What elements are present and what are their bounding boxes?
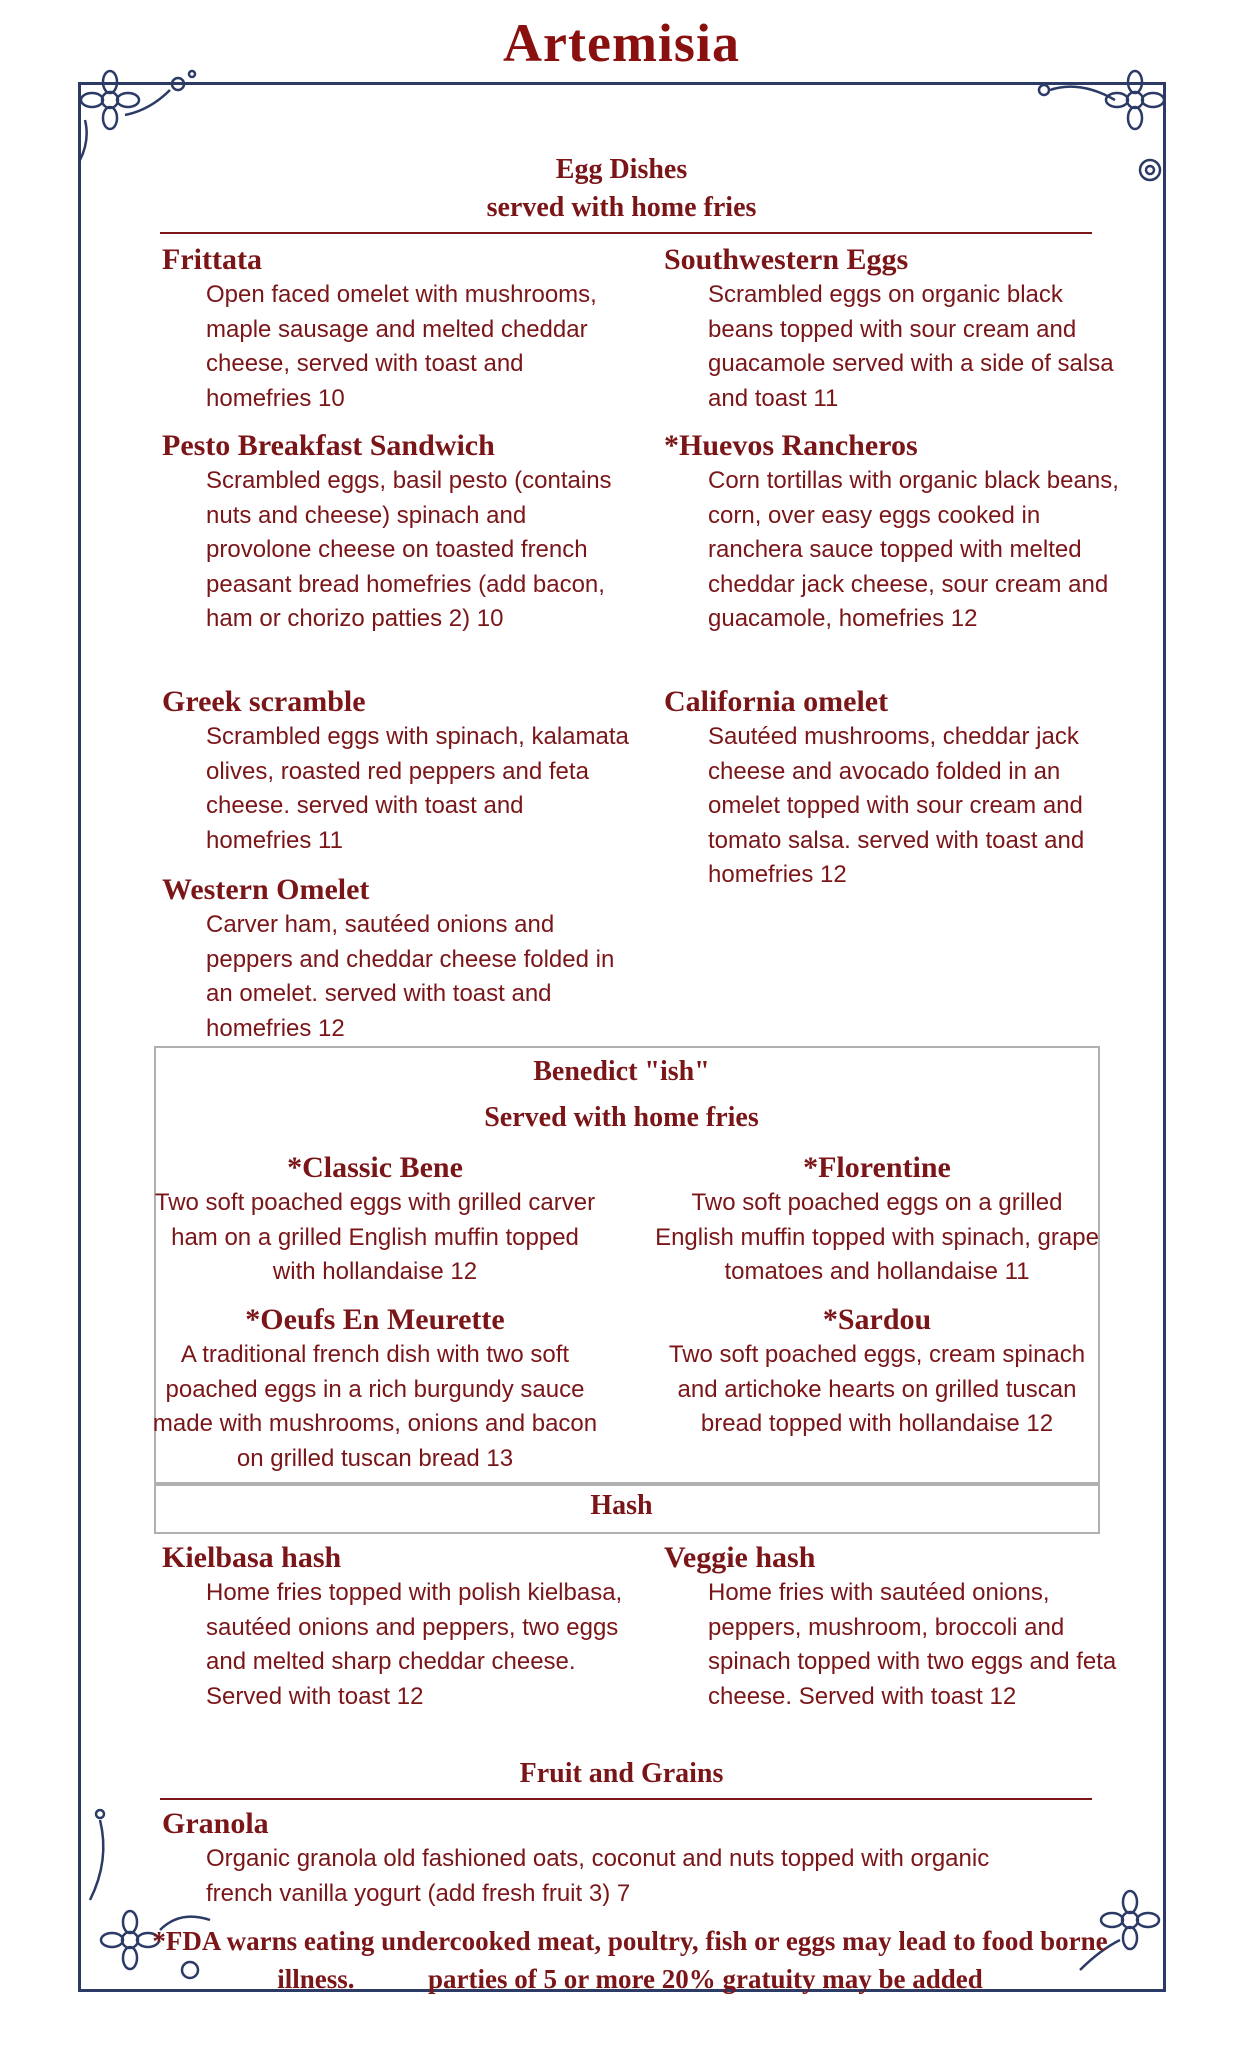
footer-line-2 (150, 1960, 1110, 1998)
item-name: Western Omelet (162, 873, 370, 906)
menu-item (652, 1150, 1102, 1290)
item-description: Organic granola old fashioned oats, coconut and nuts topped with organic french vanilla yogurt (add fresh fruit 3) 7 (206, 1845, 990, 1907)
item-description: Home fries with sautéed onions, peppers, mushroom, broccoli and spinach topped with two eggs and feta cheese. Served with toast 12 (708, 1579, 1117, 1710)
item-name: *Sardou (822, 1303, 932, 1336)
item-name: Greek scramble (162, 685, 366, 718)
section-divider (160, 1798, 1092, 1800)
item-name: Frittata (162, 243, 262, 276)
item-name: *Classic Bene (287, 1151, 463, 1184)
floral-ornament-icon (1030, 60, 1180, 210)
item-name: *Huevos Rancheros (664, 429, 918, 462)
menu-item (664, 428, 1134, 637)
item-description: Scrambled eggs, basil pesto (contains nuts and cheese) spinach and provolone cheese on toasted french peasant bread homefries (add bacon, ham or chorizo patties 2) 10 (206, 467, 612, 632)
item-name: Southwestern Eggs (664, 243, 909, 276)
item-name: *Florentine (803, 1151, 951, 1184)
item-name: California omelet (664, 685, 889, 718)
menu-item (664, 242, 1134, 416)
restaurant-title: Artemisia (503, 13, 740, 73)
item-description: Two soft poached eggs with grilled carver ham on a grilled English muffin topped with hollandaise 12 (154, 1189, 596, 1285)
benedict-subheading: Served with home fries (484, 1102, 759, 1133)
menu-item (150, 1150, 600, 1290)
benedict-heading: Benedict "ish" (533, 1056, 710, 1087)
gratuity-note: parties of 5 or more 20% gratuity may be added (428, 1964, 983, 1994)
menu-item (150, 1302, 600, 1476)
item-description: Open faced omelet with mushrooms, maple sausage and melted cheddar cheese, served with toast and homefries 10 (206, 281, 597, 412)
menu-item (162, 428, 632, 637)
egg-dishes-heading: Egg Dishes (555, 154, 688, 185)
section-divider (160, 232, 1092, 234)
item-description: Sautéed mushrooms, cheddar jack cheese and avocado folded in an omelet topped with sour cream and tomato salsa. served with toast and homefries 12 (708, 723, 1085, 888)
item-name: Pesto Breakfast Sandwich (162, 429, 495, 462)
item-description: Corn tortillas with organic black beans, corn, over easy eggs cooked in ranchera sauce topped with melted cheddar jack cheese, sour cream and guacamole, homefries 12 (708, 467, 1119, 632)
item-description: Two soft poached eggs on a grilled English muffin topped with spinach, grape tomatoes and hollandaise 11 (655, 1189, 1099, 1285)
menu-item (162, 684, 632, 858)
item-name: Veggie hash (664, 1541, 816, 1574)
item-description: A traditional french dish with two soft poached eggs in a rich burgundy sauce made with mushrooms, onions and bacon on grilled tuscan bread 13 (152, 1341, 598, 1472)
hash-heading: Hash (590, 1490, 653, 1521)
item-name: Granola (162, 1807, 269, 1840)
item-description: Carver ham, sautéed onions and peppers and cheddar cheese folded in an omelet. served with toast and homefries 12 (206, 911, 615, 1042)
item-name: *Oeufs En Meurette (245, 1303, 505, 1336)
menu-item (162, 1540, 632, 1714)
menu-item (664, 684, 1134, 893)
fda-warning: *FDA warns eating undercooked meat, poultry, fish or eggs may lead to food borne (152, 1926, 1108, 1956)
item-description: Scrambled eggs with spinach, kalamata olives, roasted red peppers and feta cheese. served with toast and homefries 11 (206, 723, 629, 854)
fda-warning-continued: illness. (277, 1964, 355, 1994)
egg-dishes-subheading: served with home fries (486, 192, 757, 223)
item-name: Kielbasa hash (162, 1541, 342, 1574)
menu-item (162, 1806, 1082, 1911)
menu-item (664, 1540, 1134, 1714)
item-description: Scrambled eggs on organic black beans topped with sour cream and guacamole served with a side of salsa and toast 11 (708, 281, 1114, 412)
fruit-grains-heading: Fruit and Grains (519, 1758, 724, 1789)
menu-item (162, 242, 632, 416)
item-description: Home fries topped with polish kielbasa, sautéed onions and peppers, two eggs and melted sharp cheddar cheese. Served with toast 12 (206, 1579, 623, 1710)
item-description: Two soft poached eggs, cream spinach and artichoke hearts on grilled tuscan bread topped with hollandaise 12 (668, 1341, 1086, 1437)
menu-item (652, 1302, 1102, 1442)
menu-item (162, 872, 632, 1046)
